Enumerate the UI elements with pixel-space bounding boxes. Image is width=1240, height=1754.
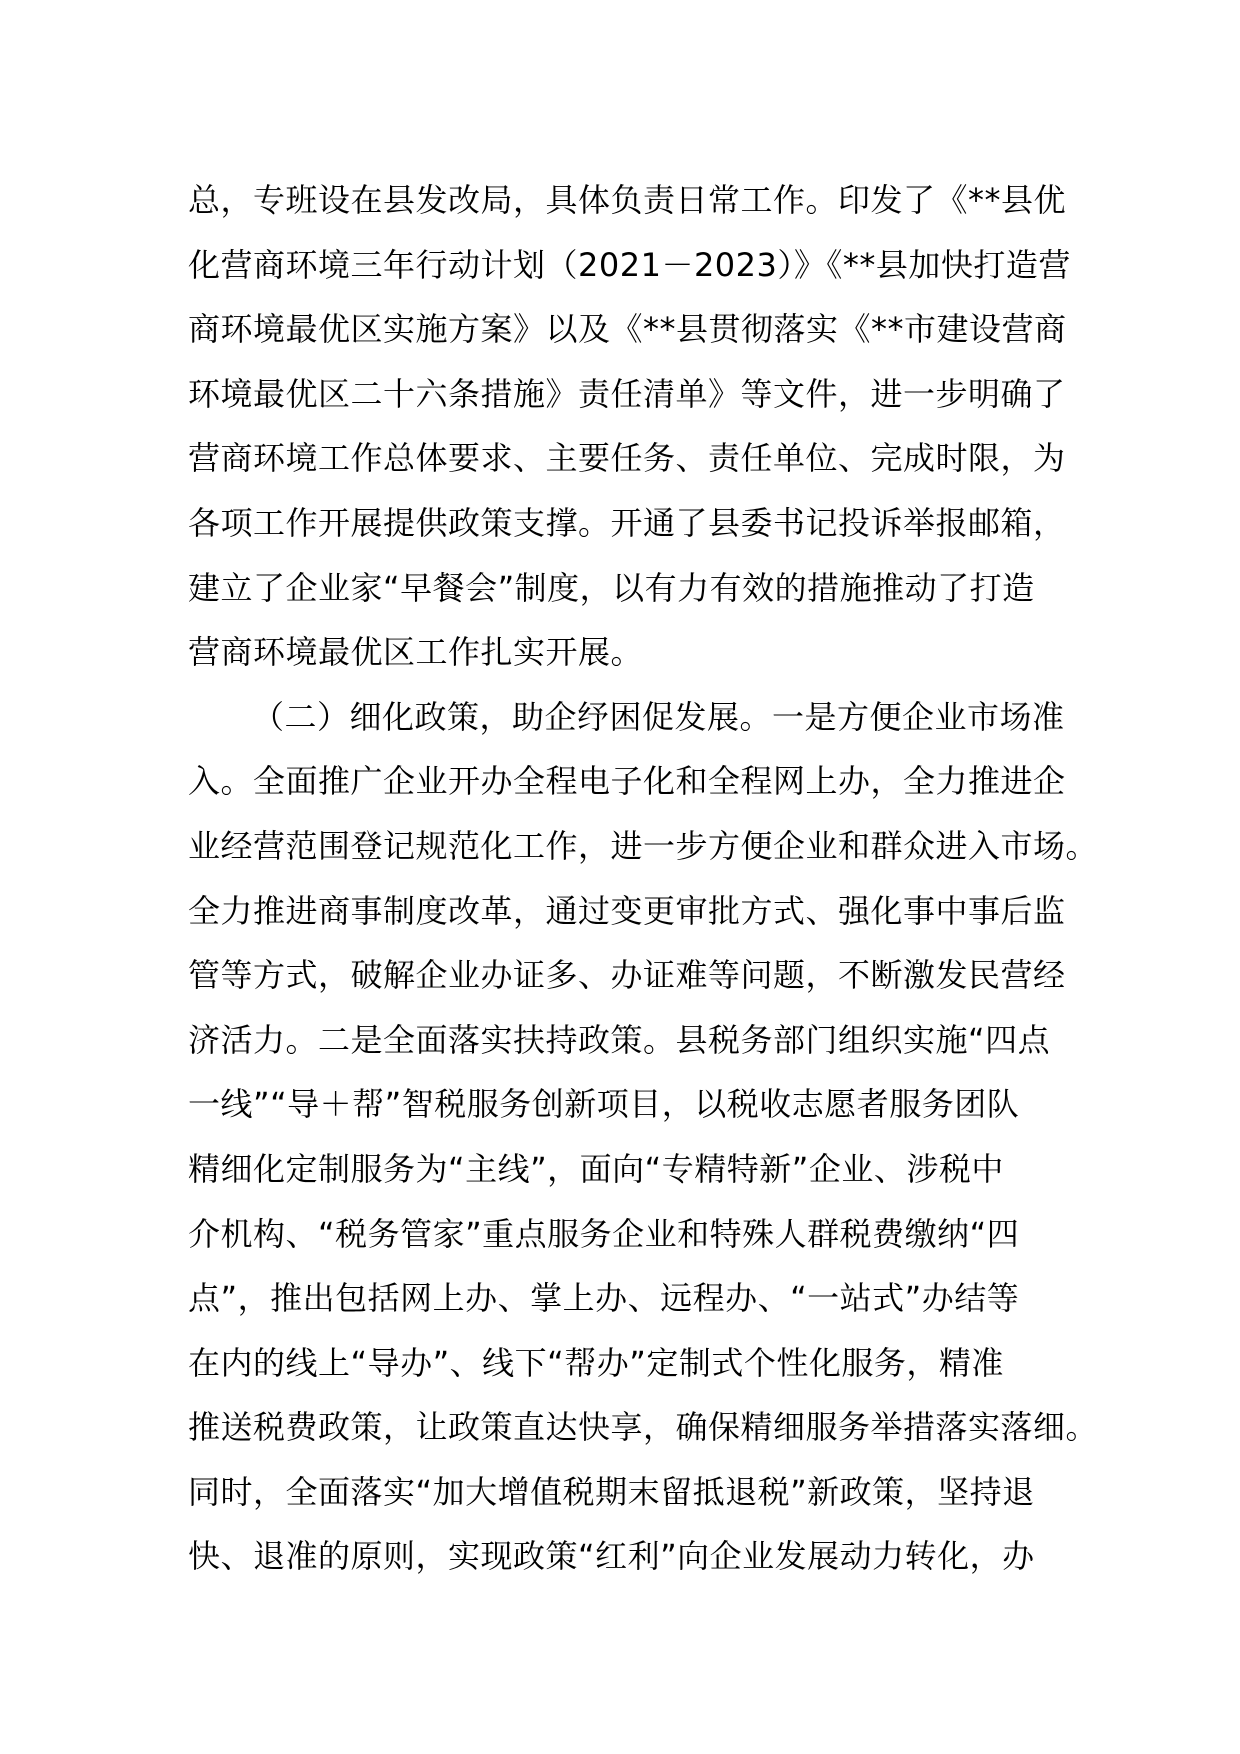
text-line: 入。全面推广企业开办全程电子化和全程网上办，全力推进企	[188, 762, 1066, 801]
text-line: 商环境最优区实施方案》以及《**县贯彻落实《**市建设营商	[188, 310, 1067, 349]
text-line: 快、退准的原则，实现政策“红利”向企业发展动力转化，办	[188, 1537, 1035, 1576]
section-heading-line: （二）细化政策，助企纾困促发展。一是方便企业市场准	[252, 697, 1065, 736]
text-line: 各项工作开展提供政策支撑。开通了县委书记投诉举报邮箱，	[188, 503, 1066, 542]
text-line: 营商环境工作总体要求、主要任务、责任单位、完成时限，为	[188, 439, 1066, 478]
text-line: 点”，推出包括网上办、掌上办、远程办、“一站式”办结等	[188, 1279, 1020, 1318]
text-line: 化营商环境三年行动计划（2021－2023）》《**县加快打造营	[188, 245, 1071, 284]
text-line: 营商环境最优区工作扎实开展。	[188, 633, 644, 672]
text-line: 在内的线上“导办”、线下“帮办”定制式个性化服务，精准	[188, 1343, 1004, 1382]
text-line: 全力推进商事制度改革，通过变更审批方式、强化事中事后监	[188, 891, 1066, 930]
text-line: 精细化定制服务为“主线”，面向“专精特新”企业、涉税中	[188, 1149, 1004, 1188]
text-line: 介机构、“税务管家”重点服务企业和特殊人群税费缴纳“四	[188, 1214, 1020, 1253]
text-line: 管等方式，破解企业办证多、办证难等问题，不断激发民营经	[188, 956, 1066, 995]
body-text	[188, 168, 1099, 1589]
text-line: 一线”“导＋帮”智税服务创新项目，以税收志愿者服务团队	[188, 1085, 1020, 1124]
text-line: 推送税费政策，让政策直达快享，确保精细服务举措落实落细。	[188, 1408, 1099, 1447]
text-line: 业经营范围登记规范化工作，进一步方便企业和群众进入市场。	[188, 826, 1099, 865]
text-line: 总，专班设在县发改局，具体负责日常工作。印发了《**县优	[188, 181, 1067, 219]
text-line: 济活力。二是全面落实扶持政策。县税务部门组织实施“四点	[188, 1020, 1051, 1059]
text-line: 环境最优区二十六条措施》责任清单》等文件，进一步明确了	[188, 374, 1066, 413]
text-line: 建立了企业家“早餐会”制度，以有力有效的措施推动了打造	[188, 568, 1035, 607]
text-line: 同时，全面落实“加大增值税期末留抵退税”新政策，坚持退	[188, 1472, 1035, 1511]
